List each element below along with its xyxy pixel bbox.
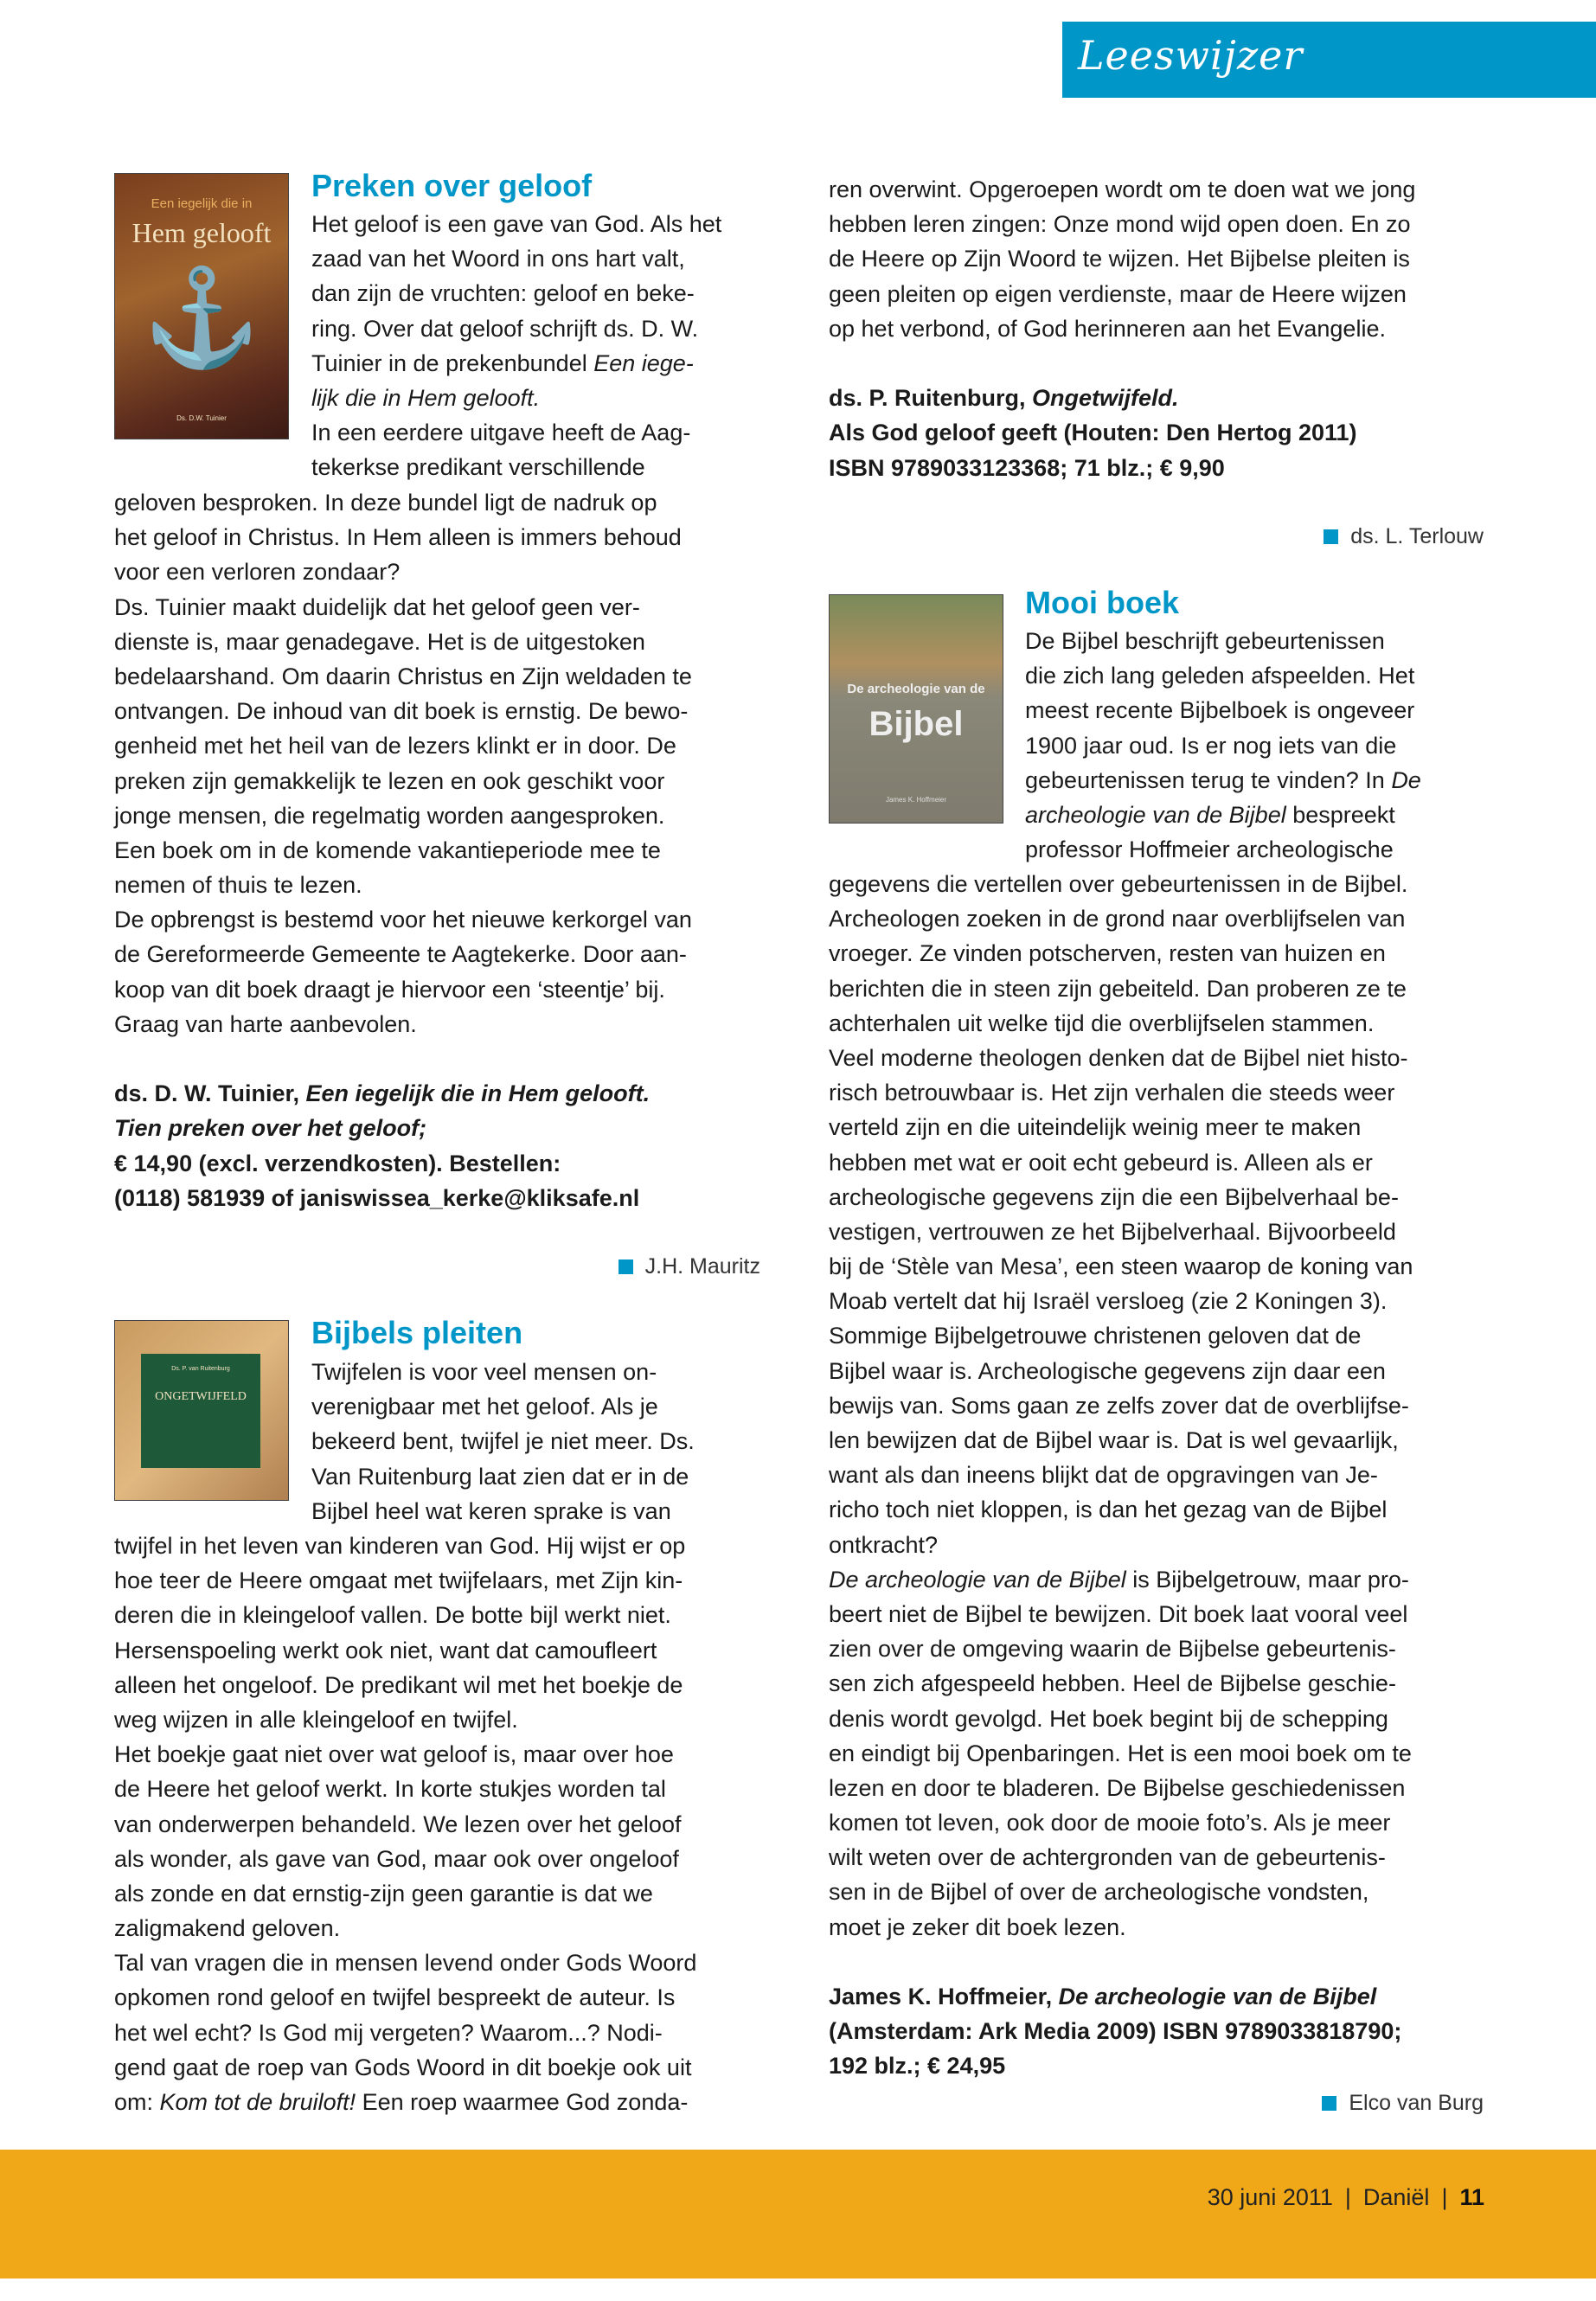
text-line <box>114 1842 696 1876</box>
text-line <box>114 520 692 554</box>
cover-author: Ds. D.W. Tuinier <box>176 414 227 422</box>
text-line <box>311 311 721 346</box>
cover-author: James K. Hoffmeier <box>885 796 947 804</box>
text-line <box>829 207 1415 241</box>
text-line <box>829 1145 1413 1180</box>
text-line <box>1025 624 1421 658</box>
text-line <box>829 1666 1413 1701</box>
text-segment: zaligmakend geloven. <box>114 1915 341 1942</box>
text-line <box>829 241 1415 276</box>
text-segment: hebben leren zingen: Onze mond wijd open doen. En zo <box>829 211 1411 238</box>
text-segment: dan zijn de vruchten: geloof en beke- <box>311 280 695 307</box>
text-segment: deren die in kleingeloof vallen. De botte bijl werkt niet. <box>114 1602 671 1629</box>
text-line <box>114 659 692 694</box>
text-line <box>829 311 1415 346</box>
text-line <box>114 1181 692 1215</box>
text-segment: James K. Hoffmeier, <box>829 1984 1059 2009</box>
text-line <box>114 485 692 520</box>
text-line <box>114 590 692 625</box>
text-segment: is Bijbelgetrouw, maar pro- <box>1125 1566 1409 1593</box>
cover-title: Bijbel <box>869 705 964 743</box>
text-segment: weg wijzen in alle kleingeloof en twijfel. <box>114 1706 518 1733</box>
author-marker-icon <box>1324 529 1338 544</box>
cover-author: Ds. P. van Ruitenburg <box>171 1366 230 1372</box>
text-line <box>114 1563 696 1598</box>
text-line <box>829 1736 1413 1771</box>
text-line <box>829 1006 1413 1041</box>
text-line <box>829 1388 1413 1423</box>
text-segment: de Heere op Zijn Woord te wijzen. Het Bijbelse pleiten is <box>829 246 1410 272</box>
text-line <box>311 207 721 241</box>
text-segment: bedelaarshand. Om daarin Christus en Zijn weldaden te <box>114 663 692 689</box>
text-line <box>829 901 1413 936</box>
text-line <box>829 451 1415 485</box>
text-segment: als wonder, als gave van God, maar ook over ongeloof <box>114 1845 679 1872</box>
author-name: ds. L. Terlouw <box>1350 524 1484 548</box>
text-segment: genheid met het heil van de lezers klinkt er in door. De <box>114 733 676 760</box>
text-segment: Het geloof is een gave van God. Als het <box>311 211 722 237</box>
text-segment: verteld zijn en die uiteindelijk weinig meer te maken <box>829 1114 1362 1141</box>
text-segment: risch betrouwbaar is. Het zijn verhalen die steeds weer <box>829 1080 1395 1106</box>
text-segment: Van Ruitenburg laat zien dat er in de <box>311 1463 689 1490</box>
author-marker-icon <box>619 1259 633 1274</box>
text-segment: (0118) 581939 of janiswissea_kerke@kliksafe.nl <box>114 1184 640 1211</box>
article-author <box>1324 524 1484 549</box>
text-line <box>829 1041 1413 1075</box>
text-line <box>829 867 1413 901</box>
text-segment: want als dan ineens blijkt dat de opgravingen van Je- <box>829 1462 1378 1489</box>
text-line <box>311 450 721 484</box>
text-segment: Graag van harte aanbevolen. <box>114 1010 417 1037</box>
text-line <box>829 2014 1413 2048</box>
text-line <box>1025 728 1421 763</box>
text-segment: Hersenspoeling werkt ook niet, want dat camoufleert <box>114 1637 657 1663</box>
text-segment: De <box>1391 766 1421 793</box>
text-line <box>829 1528 1413 1562</box>
text-segment: verenigbaar met het geloof. Als je <box>311 1394 658 1420</box>
anchor-icon: ⚓ <box>142 265 261 371</box>
text-line <box>114 1076 692 1111</box>
text-line <box>114 1598 696 1632</box>
text-line <box>114 1737 696 1772</box>
article-title: Bijbels pleiten <box>311 1315 523 1350</box>
text-segment: van onderwerpen behandeld. We lezen over het geloof <box>114 1811 682 1837</box>
text-segment: ISBN 9789033123368; 71 blz.; € 9,90 <box>829 454 1225 481</box>
text-line <box>311 1494 695 1529</box>
text-segment: hoe teer de Heere omgaat met twijfelaars, met Zijn kin- <box>114 1567 683 1594</box>
text-segment: Het boekje gaat niet over wat geloof is, maar over hoe <box>114 1741 674 1768</box>
text-segment: Tuinier in de prekenbundel <box>311 349 594 376</box>
text-line <box>311 1424 695 1458</box>
text-line <box>829 1771 1413 1805</box>
book-cover-hem-gelooft <box>114 173 289 439</box>
text-segment: ds. P. Ruitenburg, <box>829 385 1033 412</box>
text-segment: lijk die in Hem gelooft. <box>311 384 541 411</box>
text-segment: ds. D. W. Tuinier, <box>114 1080 306 1107</box>
text-line <box>829 381 1415 415</box>
text-segment: De opbrengst is bestemd voor het nieuwe kerkorgel van <box>114 907 692 933</box>
text-line <box>114 625 692 659</box>
text-line <box>311 241 721 276</box>
text-line <box>114 1668 696 1702</box>
text-line <box>311 1355 695 1389</box>
separator: | <box>1344 2184 1351 2210</box>
text-line <box>311 346 721 381</box>
text-line <box>114 972 692 1007</box>
text-segment: Ongetwijfeld. <box>1032 385 1179 412</box>
text-segment: professor Hoffmeier archeologische <box>1025 836 1394 863</box>
text-line <box>829 971 1413 1006</box>
text-segment: preken zijn gemakkelijk te lezen en ook geschikt voor <box>114 767 665 794</box>
text-segment: als zonde en dat ernstig-zijn geen garantie is dat we <box>114 1880 653 1907</box>
footer-info <box>1208 2184 1484 2211</box>
text-segment: De archeologie van de Bijbel <box>829 1566 1126 1593</box>
article-body <box>114 485 692 1215</box>
cover-title: Hem gelooft <box>131 217 272 248</box>
text-line <box>829 1945 1413 1979</box>
text-segment: Ds. Tuinier maakt duidelijk dat het geloof geen ver- <box>114 593 640 620</box>
text-line <box>829 1875 1413 1909</box>
text-segment: 1900 jaar oud. Is er nog iets van die <box>1025 732 1397 759</box>
text-segment: (Amsterdam: Ark Media 2009) ISBN 9789033818790; <box>829 2018 1402 2045</box>
author-name: Elco van Burg <box>1349 2091 1484 2115</box>
article-body <box>114 1529 696 2119</box>
text-segment: Tal van vragen die in mensen levend onder Gods Woord <box>114 1950 697 1977</box>
text-line <box>829 1075 1413 1110</box>
text-line <box>829 1910 1413 1945</box>
text-segment: gegevens die vertellen over gebeurtenissen in de Bijbel. <box>829 871 1408 897</box>
text-segment: Twijfelen is voor veel mensen on- <box>311 1359 657 1385</box>
article-body-continued <box>829 172 1415 485</box>
text-segment: hebben met wat er ooit echt gebeurd is. Alleen als er <box>829 1149 1373 1176</box>
text-segment: ren overwint. Opgeroepen wordt om te doen wat we jong <box>829 176 1416 202</box>
text-line <box>829 1458 1413 1492</box>
text-line <box>829 1840 1413 1875</box>
text-segment: vestigen, vertrouwen ze het Bijbelverhaal. Bijvoorbeeld <box>829 1218 1396 1245</box>
text-segment: het wel echt? Is God mij vergeten? Waarom...? Nodi- <box>114 2019 663 2046</box>
text-segment: Veel moderne theologen denken dat de Bijbel niet histo- <box>829 1044 1408 1071</box>
text-line <box>829 1702 1413 1736</box>
text-segment: bewijs van. Soms gaan ze zelfs zover dat de overblijfse- <box>829 1392 1409 1419</box>
text-segment: denis wordt gevolgd. Het boek begint bij de schepping <box>829 1705 1388 1732</box>
text-line <box>829 1979 1413 2014</box>
text-line <box>114 764 692 798</box>
text-segment: sen zich afgespeeld hebben. Heel de Bijbelse geschie- <box>829 1670 1396 1697</box>
article-author <box>1322 2091 1484 2116</box>
text-line <box>114 2016 696 2050</box>
text-segment: voor een verloren zondaar? <box>114 559 401 586</box>
text-segment: geloven besproken. In deze bundel ligt de nadruk op <box>114 490 657 516</box>
text-segment: dienste is, maar genadegave. Het is de uitgestoken <box>114 628 645 655</box>
text-segment: Een boek om in de komende vakantieperiode mee te <box>114 836 661 863</box>
text-segment: len bewijzen dat de Bijbel waar is. Dat is wel gevaarlijk, <box>829 1427 1399 1453</box>
issue-date: 30 juni 2011 <box>1207 2184 1333 2210</box>
text-line <box>114 1702 696 1737</box>
text-line <box>311 276 721 311</box>
magazine-name: Daniël <box>1362 2184 1430 2210</box>
text-segment: richo toch niet kloppen, is dan het gezag van de Bijbel <box>829 1497 1388 1523</box>
cover-panel <box>141 1354 260 1468</box>
text-line <box>114 1111 692 1145</box>
text-segment: archeologie van de Bijbel <box>1025 801 1286 828</box>
text-segment: meest recente Bijbelboek is ongeveer <box>1025 697 1415 724</box>
text-segment: Bijbel heel wat keren sprake is van <box>311 1497 671 1524</box>
text-segment: Een iegelijk die in Hem gelooft. <box>305 1080 651 1107</box>
text-segment: Een iege- <box>593 349 694 376</box>
text-segment: vroeger. Ze vinden potscherven, resten van huizen en <box>829 940 1386 967</box>
text-segment: sen in de Bijbel of over de archeologische vondsten, <box>829 1879 1369 1906</box>
text-line <box>114 1945 696 1980</box>
text-segment: die zich lang geleden afspeelden. Het <box>1025 663 1415 689</box>
text-line <box>829 1805 1413 1840</box>
text-segment: Als God geloof geeft (Houten: Den Hertog 2011) <box>829 420 1357 446</box>
text-line <box>114 1529 696 1563</box>
text-line <box>114 937 692 971</box>
section-title: Leeswijzer <box>1078 32 1304 79</box>
article-title: Preken over geloof <box>311 168 593 203</box>
text-segment: jonge mensen, die regelmatig worden aangesproken. <box>114 802 665 829</box>
text-segment: bespreekt <box>1285 801 1395 828</box>
text-line <box>829 1110 1413 1144</box>
text-segment: De Bijbel beschrijft gebeurtenissen <box>1025 628 1385 654</box>
text-line <box>311 1389 695 1424</box>
text-segment: Sommige Bijbelgetrouwe christenen geloven dat de <box>829 1323 1362 1349</box>
text-line <box>114 728 692 763</box>
text-segment: tekerkse predikant verschillende <box>311 454 645 481</box>
text-segment: ontvangen. De inhoud van dit boek is ernstig. De bewo- <box>114 698 689 725</box>
text-segment: archeologische gegevens zijn die een Bijbelverhaal be- <box>829 1183 1399 1210</box>
book-cover-ongetwijfeld <box>114 1320 289 1501</box>
text-line <box>114 1911 696 1945</box>
article-intro <box>1025 624 1421 867</box>
text-segment: ring. Over dat geloof schrijft ds. D. W. <box>311 315 699 342</box>
text-line <box>114 833 692 868</box>
text-line <box>829 1562 1413 1597</box>
text-segment: twijfel in het leven van kinderen van God. Hij wijst er op <box>114 1533 686 1559</box>
text-segment: koop van dit boek draagt je hiervoor een ‘steentje’ bij. <box>114 976 665 1003</box>
text-line <box>311 1459 695 1494</box>
text-line <box>829 1597 1413 1631</box>
text-line <box>114 1042 692 1076</box>
text-segment: Tien preken over het geloof; <box>114 1115 427 1142</box>
text-segment: berichten die in steen zijn gebeiteld. Dan proberen ze te <box>829 975 1407 1002</box>
text-line <box>114 798 692 833</box>
text-line <box>829 346 1415 381</box>
text-line <box>114 1633 696 1668</box>
text-line <box>829 1249 1413 1284</box>
text-line <box>114 902 692 937</box>
article-intro <box>311 1355 695 1529</box>
text-segment: Een roep waarmee God zonda- <box>356 2089 689 2115</box>
text-segment: zien over de omgeving waarin de Bijbelse gebeurtenis- <box>829 1636 1396 1663</box>
article-body <box>829 867 1413 2084</box>
text-line <box>829 415 1415 450</box>
text-segment: gend gaat de roep van Gods Woord in dit boekje ook uit <box>114 2054 692 2080</box>
text-line <box>829 1284 1413 1318</box>
text-segment: beert niet de Bijbel te bewijzen. Dit boek laat vooral veel <box>829 1600 1408 1627</box>
text-segment: lezen en door te bladeren. De Bijbelse geschiedenissen <box>829 1774 1406 1801</box>
text-line <box>114 554 692 589</box>
text-segment: ontkracht? <box>829 1531 939 1558</box>
author-name: J.H. Mauritz <box>644 1254 760 1279</box>
text-line <box>114 2050 696 2085</box>
text-segment: bij de ‘Stèle van Mesa’, een steen waarop de koning van <box>829 1253 1413 1280</box>
text-segment: wilt weten over de achtergronden van de gebeurtenis- <box>829 1844 1386 1871</box>
text-segment: Kom tot de bruiloft! <box>159 2089 356 2115</box>
text-line <box>829 1492 1413 1527</box>
text-segment: Bijbel waar is. Archeologische gegevens zijn daar een <box>829 1357 1386 1384</box>
text-segment: zaad van het Woord in ons hart valt, <box>311 246 685 272</box>
text-line <box>1025 763 1421 798</box>
text-segment: de Gereformeerde Gemeente te Aagtekerke. Door aan- <box>114 941 687 968</box>
text-segment: moet je zeker dit boek lezen. <box>829 1913 1126 1940</box>
text-line <box>114 868 692 902</box>
text-line <box>311 415 721 450</box>
text-line <box>829 1180 1413 1215</box>
text-segment: gebeurtenissen terug te vinden? In <box>1025 766 1392 793</box>
text-line <box>829 277 1415 311</box>
article-author <box>619 1254 760 1279</box>
article-intro <box>311 207 721 485</box>
author-marker-icon <box>1322 2096 1336 2111</box>
text-segment: 192 blz.; € 24,95 <box>829 2053 1006 2080</box>
text-line <box>311 381 721 415</box>
text-line <box>114 2085 696 2119</box>
text-line <box>114 1980 696 2015</box>
text-line <box>829 936 1413 971</box>
section-header-band <box>1062 22 1596 98</box>
text-segment: en eindigt bij Openbaringen. Het is een mooi boek om te <box>829 1740 1412 1766</box>
text-line <box>114 1007 692 1042</box>
article-title: Mooi boek <box>1025 585 1179 620</box>
text-line <box>114 1772 696 1806</box>
page-footer <box>0 2150 1596 2279</box>
text-segment: Archeologen zoeken in de grond naar overblijfselen van <box>829 906 1406 933</box>
separator: | <box>1441 2184 1448 2210</box>
text-segment: alleen het ongeloof. De predikant wil met het boekje de <box>114 1671 683 1698</box>
text-line <box>1025 658 1421 693</box>
text-segment: op het verbond, of God herinneren aan het Evangelie. <box>829 315 1386 342</box>
text-line <box>1025 693 1421 727</box>
text-line <box>829 2048 1413 2083</box>
text-segment: komen tot leven, ook door de mooie foto’s. Als je meer <box>829 1810 1391 1836</box>
text-line <box>1025 798 1421 832</box>
text-line <box>114 694 692 728</box>
text-segment: de Heere het geloof werkt. In korte stukjes worden tal <box>114 1776 666 1803</box>
text-line <box>114 1146 692 1181</box>
text-segment: om: <box>114 2089 160 2115</box>
text-segment: geen pleiten op eigen verdienste, maar de Heere wijzen <box>829 280 1407 307</box>
text-segment: € 14,90 (excl. verzendkosten). Bestellen: <box>114 1150 561 1176</box>
text-line <box>829 1354 1413 1388</box>
text-line <box>829 1318 1413 1353</box>
text-segment: het geloof in Christus. In Hem alleen is immers behoud <box>114 524 682 551</box>
text-segment: In een eerdere uitgave heeft de Aag- <box>311 420 691 446</box>
text-line <box>829 1631 1413 1666</box>
text-segment: nemen of thuis te lezen. <box>114 872 362 899</box>
text-segment: De archeologie van de Bijbel <box>1058 1984 1377 2009</box>
text-segment: bekeerd bent, twijfel je niet meer. Ds. <box>311 1428 695 1455</box>
text-line <box>114 1876 696 1911</box>
cover-title-small: De archeologie van de <box>847 682 985 696</box>
cover-title: ONGETWIJFELD <box>155 1390 247 1403</box>
text-line <box>829 172 1415 207</box>
text-line <box>829 1215 1413 1249</box>
page-number: 11 <box>1459 2184 1484 2210</box>
text-segment: opkomen rond geloof en twijfel bespreekt de auteur. Is <box>114 1984 676 2011</box>
text-segment: achterhalen uit welke tijd die overblijfselen stammen. <box>829 1009 1375 1036</box>
text-segment: Moab vertelt dat hij Israël versloeg (zie 2 Koningen 3). <box>829 1288 1388 1315</box>
book-cover-archeologie <box>829 594 1003 824</box>
cover-top-text: Een iegelijk die in <box>151 196 253 211</box>
text-line <box>829 1423 1413 1458</box>
text-line <box>1025 832 1421 867</box>
text-line <box>114 1807 696 1842</box>
